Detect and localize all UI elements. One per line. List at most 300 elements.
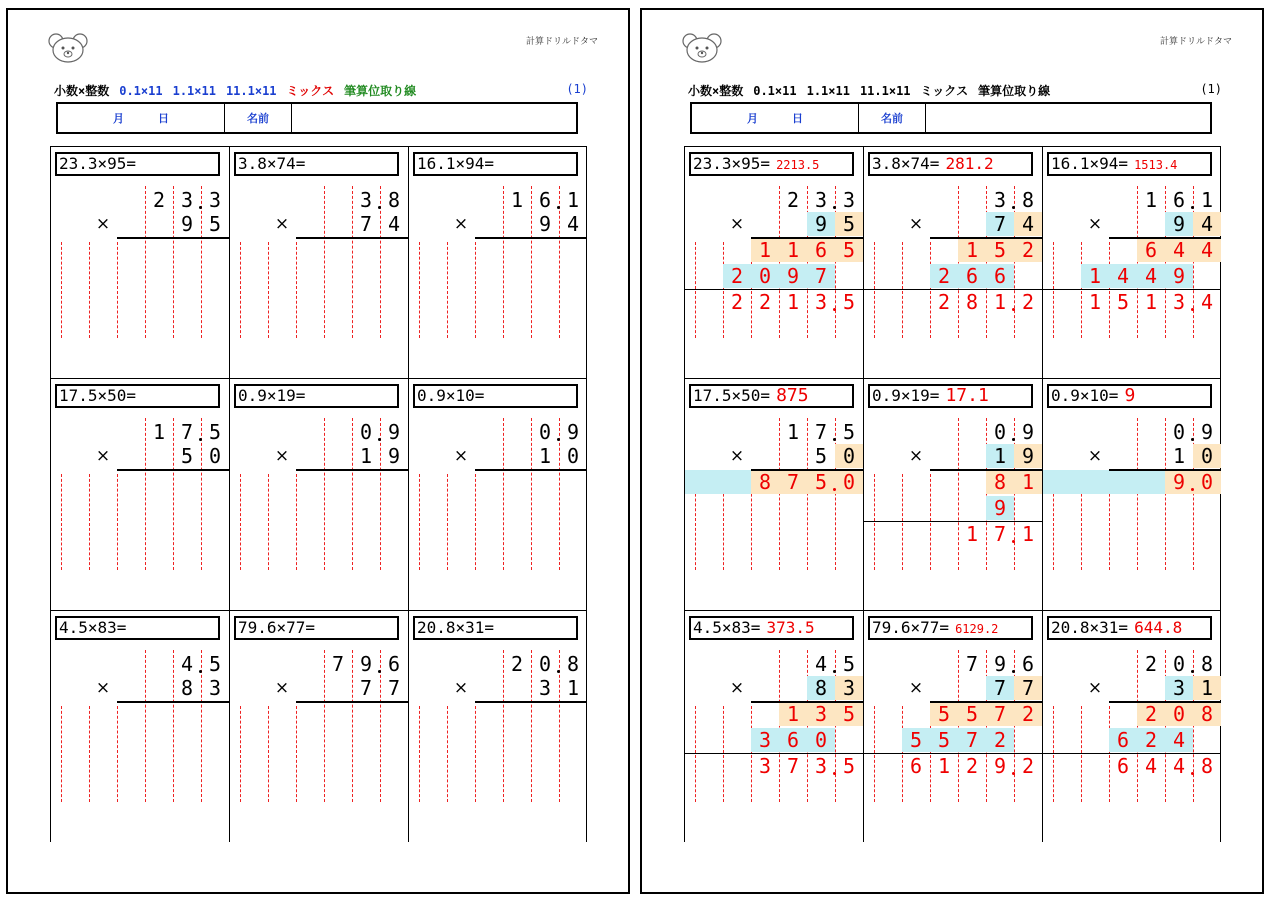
times-sign: × [908,678,924,698]
mult-digit: 7 [359,676,373,700]
result-digit: 6 [909,754,923,778]
p2-digit: 6 [965,264,979,288]
mult-digit: 8 [180,676,194,700]
expression-text: 20.8×31= [1051,618,1129,637]
problem-cell [51,378,229,610]
p1-digit: 1 [1021,470,1035,494]
times-sign: × [1087,446,1103,466]
m-digit: 1 [510,188,524,212]
problem-cell [409,146,587,378]
p2-digit: 6 [1116,728,1130,752]
brand-label: 計算ドリルドタマ [1159,37,1232,47]
expression-text: 79.6×77= [872,618,950,637]
p2-digit: 0 [758,264,772,288]
times-sign: × [274,214,290,234]
guide-line [695,242,696,338]
p1-digit: 6 [814,238,828,262]
answer-text: 6129.2 [955,622,999,636]
name-label: 名前 [859,104,926,132]
m-digit: 3 [814,188,828,212]
m-digit: 3 [993,188,1007,212]
p2-digit: 4 [1144,264,1158,288]
decimal-point [199,438,202,441]
problem-expression [868,152,1033,176]
p1-digit: 0 [842,470,856,494]
m-digit: 1 [1144,188,1158,212]
problem-expression [868,616,1033,640]
decimal-point [1191,438,1194,441]
mult-digit: 9 [538,212,552,236]
m-digit: 7 [814,420,828,444]
problem-cell [864,146,1042,378]
guide-line [1053,706,1054,802]
m-digit: 6 [1172,188,1186,212]
decimal-point [833,438,836,441]
question-sheet [6,8,630,894]
p2-digit: 2 [730,264,744,288]
expression-text: 3.8×74= [872,154,940,173]
guide-line [296,242,297,338]
mult-digit: 7 [993,676,1007,700]
guide-line [240,706,241,802]
guide-line [117,242,118,338]
p1-digit: 6 [1144,238,1158,262]
p1-digit: 5 [814,470,828,494]
times-sign: × [274,446,290,466]
problem-expression [413,152,578,176]
mult-digit: 7 [387,676,401,700]
problem-cell [409,378,587,610]
result-digit: 1 [937,754,951,778]
guide-line [117,474,118,570]
p1-digit: 0 [1172,702,1186,726]
m-digit: 4 [814,652,828,676]
decimal-point [1191,772,1194,775]
problem-expression [55,384,220,408]
p2-digit: 9 [993,496,1007,520]
m-digit: 5 [842,652,856,676]
title-part: 11.1×11 [225,84,277,98]
m-digit: 2 [510,652,524,676]
guide-line [902,474,903,570]
title-part: 0.1×11 [753,84,797,98]
p1-digit: 0 [1200,470,1214,494]
problem-expression [413,384,578,408]
problem-grid [684,146,1221,842]
expression-text: 0.9×19= [872,386,940,405]
decimal-point [199,670,202,673]
decimal-point [1012,308,1015,311]
problem-expression [689,384,854,408]
decimal-point [1191,488,1194,491]
guide-line [1081,706,1082,802]
guide-line [447,706,448,802]
expression-text: 16.1×94= [417,154,495,173]
expression-text: 0.9×10= [417,386,485,405]
answer-text: 373.5 [766,618,815,637]
result-digit: 1 [965,522,979,546]
title-part: 0.1×11 [119,84,163,98]
guide-line [475,706,476,802]
m-digit: 3 [359,188,373,212]
result-digit: 9 [993,754,1007,778]
p1-digit: 5 [842,702,856,726]
times-sign: × [729,214,745,234]
name-field[interactable] [292,104,576,132]
answer-text: 644.8 [1134,618,1183,637]
m-digit: 3 [180,188,194,212]
mascot-icon [682,32,722,64]
m-digit: 5 [842,420,856,444]
month-label: 月 [747,112,758,125]
p1-digit: 1 [758,238,772,262]
title-part: 小数×整数 [688,84,744,98]
expression-text: 79.6×77= [238,618,316,637]
guide-line [296,474,297,570]
guide-line [61,474,62,570]
name-label: 名前 [225,104,292,132]
guide-line [419,474,420,570]
problem-expression [55,616,220,640]
mult-digit: 5 [842,212,856,236]
answer-text: 2213.5 [776,158,820,172]
times-sign: × [1087,678,1103,698]
mult-digit: 1 [1172,444,1186,468]
m-digit: 1 [566,188,580,212]
p1-digit: 5 [937,702,951,726]
mult-digit: 1 [538,444,552,468]
decimal-point [1012,438,1015,441]
problem-cell [1043,610,1221,842]
p2-digit: 9 [1172,264,1186,288]
guide-line [324,418,325,570]
m-digit: 1 [1200,188,1214,212]
m-digit: 9 [387,420,401,444]
multiplication-line [117,237,229,239]
guide-line [61,706,62,802]
answer-text: 17.1 [945,385,989,406]
p1-digit: 4 [1200,238,1214,262]
expression-text: 0.9×10= [1051,386,1119,405]
result-digit: 1 [993,290,1007,314]
p2-digit: 2 [1144,728,1158,752]
decimal-point [557,206,560,209]
mult-digit: 0 [566,444,580,468]
p1-digit: 1 [965,238,979,262]
p1-digit: 2 [1144,702,1158,726]
guide-line [902,242,903,338]
m-digit: 7 [180,420,194,444]
problem-cell [51,146,229,378]
guide-line [503,418,504,570]
p2-digit: 0 [814,728,828,752]
m-digit: 8 [566,652,580,676]
m-digit: 8 [1200,652,1214,676]
m-digit: 6 [1021,652,1035,676]
m-digit: 3 [842,188,856,212]
result-digit: 2 [730,290,744,314]
title-part: ミックス [920,84,969,98]
decimal-point [1191,206,1194,209]
result-digit: 5 [1116,290,1130,314]
guide-line [324,186,325,338]
expression-text: 23.3×95= [59,154,137,173]
decimal-point [833,488,836,491]
m-digit: 4 [180,652,194,676]
multiplication-line [117,469,229,471]
m-digit: 6 [538,188,552,212]
p2-digit: 3 [758,728,772,752]
title-part: 小数×整数 [54,84,110,98]
date-field[interactable] [692,104,859,132]
times-sign: × [453,446,469,466]
problem-cell [409,610,587,842]
m-digit: 7 [965,652,979,676]
guide-line [475,242,476,338]
result-digit: 4 [1200,290,1214,314]
result-digit: 1 [1144,290,1158,314]
result-digit: 1 [786,290,800,314]
expression-text: 17.5×50= [693,386,771,405]
mult-digit: 7 [1021,676,1035,700]
decimal-point [1012,206,1015,209]
problem-cell [51,610,229,842]
guide-line [89,706,90,802]
m-digit: 2 [152,188,166,212]
expression-text: 17.5×50= [59,386,137,405]
p1-digit: 8 [758,470,772,494]
m-digit: 9 [993,652,1007,676]
times-sign: × [95,678,111,698]
p1-digit: 8 [993,470,1007,494]
expression-text: 20.8×31= [417,618,495,637]
guide-line [268,242,269,338]
result-digit: 8 [1200,754,1214,778]
result-digit: 2 [1021,754,1035,778]
p1-digit: 7 [786,470,800,494]
m-digit: 9 [359,652,373,676]
m-digit: 0 [538,652,552,676]
m-digit: 0 [1172,652,1186,676]
problem-cell [1043,146,1221,378]
worksheet-title [688,82,1222,99]
times-sign: × [95,214,111,234]
result-digit: 7 [993,522,1007,546]
result-digit: 2 [937,290,951,314]
problem-expression [1047,152,1212,176]
decimal-point [1191,670,1194,673]
answer-text: 281.2 [945,154,994,173]
guide-line [723,706,724,802]
brand-label: 計算ドリルドタマ [525,37,598,47]
p1-digit: 2 [1021,238,1035,262]
sheet-number: (1) [566,82,588,96]
multiplication-line [117,701,229,703]
decimal-point [557,438,560,441]
day-label: 日 [792,112,803,125]
guide-line [268,474,269,570]
m-digit: 6 [387,652,401,676]
m-digit: 3 [208,188,222,212]
problem-cell [864,378,1042,610]
result-digit: 2 [965,754,979,778]
decimal-point [199,206,202,209]
mult-digit: 4 [1021,212,1035,236]
expression-text: 4.5×83= [693,618,761,637]
mult-digit: 4 [566,212,580,236]
p2-digit: 2 [993,728,1007,752]
title-part: ミックス [286,84,335,98]
date-field[interactable] [58,104,225,132]
expression-text: 3.8×74= [238,154,306,173]
mult-digit: 3 [1172,676,1186,700]
guide-line [117,706,118,802]
problem-grid [50,146,587,842]
p1-digit: 5 [993,238,1007,262]
guide-line [779,650,780,802]
p2-digit: 6 [786,728,800,752]
expression-text: 4.5×83= [59,618,127,637]
times-sign: × [453,214,469,234]
multiplication-line [296,469,408,471]
mult-digit: 3 [538,676,552,700]
m-digit: 0 [538,420,552,444]
problem-expression [1047,616,1212,640]
decimal-point [378,438,381,441]
p2-digit: 6 [993,264,1007,288]
p2-digit: 1 [1088,264,1102,288]
guide-line [89,242,90,338]
mult-digit: 1 [993,444,1007,468]
guide-line [145,650,146,802]
mult-digit: 9 [180,212,194,236]
result-digit: 1 [1021,522,1035,546]
guide-line [475,474,476,570]
problem-cell [685,378,863,610]
problem-cell [685,610,863,842]
decimal-point [1012,670,1015,673]
name-date-box [690,102,1212,134]
m-digit: 5 [208,652,222,676]
sheet-number: (1) [1200,82,1222,96]
m-digit: 9 [566,420,580,444]
m-digit: 9 [1200,420,1214,444]
mult-digit: 5 [180,444,194,468]
decimal-point [557,670,560,673]
m-digit: 9 [1021,420,1035,444]
result-digit: 2 [1021,290,1035,314]
guide-line [958,186,959,338]
expression-text: 23.3×95= [693,154,771,173]
problem-cell [685,146,863,378]
title-part: 筆算位取り線 [344,84,417,98]
multiplication-line [475,701,587,703]
mult-digit: 4 [387,212,401,236]
guide-line [874,242,875,338]
result-digit: 8 [965,290,979,314]
problem-expression [413,616,578,640]
name-field[interactable] [926,104,1210,132]
problem-expression [689,152,854,176]
p1-digit: 9 [1172,470,1186,494]
problem-expression [234,384,399,408]
decimal-point [378,206,381,209]
p2-digit: 9 [786,264,800,288]
shift-bg [1043,470,1165,494]
result-digit: 5 [842,290,856,314]
guide-line [695,706,696,802]
problem-cell [230,146,408,378]
guide-line [419,706,420,802]
guide-line [874,706,875,802]
times-sign: × [95,446,111,466]
m-digit: 0 [993,420,1007,444]
multiplication-line [475,469,587,471]
p1-digit: 5 [842,238,856,262]
m-digit: 8 [387,188,401,212]
answer-sheet [640,8,1264,894]
result-digit: 2 [758,290,772,314]
answer-text: 875 [776,385,809,406]
title-part: 11.1×11 [859,84,911,98]
decimal-point [833,670,836,673]
mult-digit: 8 [814,676,828,700]
problem-expression [1047,384,1212,408]
expression-text: 0.9×19= [238,386,306,405]
mult-digit: 4 [1200,212,1214,236]
guide-line [447,474,448,570]
times-sign: × [729,446,745,466]
problem-cell [1043,378,1221,610]
title-part: 1.1×11 [806,84,850,98]
m-digit: 0 [1172,420,1186,444]
guide-line [874,474,875,570]
problem-expression [868,384,1033,408]
mult-digit: 1 [566,676,580,700]
p1-digit: 1 [786,702,800,726]
mult-digit: 7 [993,212,1007,236]
guide-line [930,474,931,570]
result-digit: 3 [814,290,828,314]
m-digit: 1 [152,420,166,444]
p1-digit: 4 [1172,238,1186,262]
p2-digit: 5 [909,728,923,752]
guide-line [268,706,269,802]
times-sign: × [1087,214,1103,234]
mult-digit: 9 [1021,444,1035,468]
mult-digit: 3 [842,676,856,700]
times-sign: × [908,214,924,234]
guide-line [1137,418,1138,570]
answer-text: 9 [1124,385,1136,406]
multiplication-line [475,237,587,239]
p2-digit: 2 [937,264,951,288]
decimal-point [833,308,836,311]
problem-expression [689,616,854,640]
result-digit: 3 [814,754,828,778]
name-date-box [56,102,578,134]
guide-line [61,242,62,338]
p2-digit: 4 [1172,728,1186,752]
times-sign: × [908,446,924,466]
mult-digit: 0 [842,444,856,468]
mascot-icon [48,32,88,64]
times-sign: × [729,678,745,698]
problem-expression [234,152,399,176]
p2-digit: 7 [814,264,828,288]
decimal-point [378,670,381,673]
title-part: 1.1×11 [172,84,216,98]
